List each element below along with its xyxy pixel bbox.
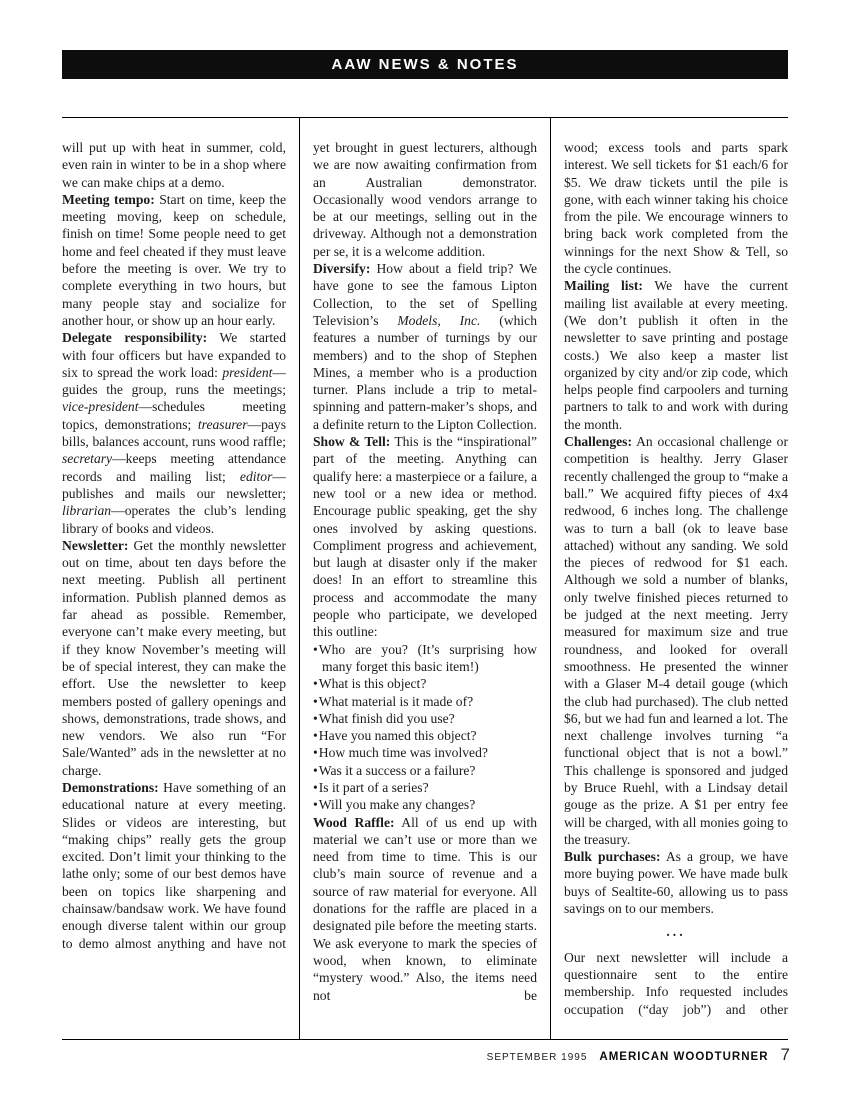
text-run: Our next newsletter will include a questionnaire sent to the entire membership. Info requested includes occupation (“day job”) and other — [564, 949, 788, 1017]
text-run-italic: Models, Inc. — [397, 312, 481, 328]
bullet-icon: • — [313, 762, 319, 778]
text-run: will put up with heat in summer, cold, even rain in winter to be in a shop where we can make chips at a demo. — [62, 140, 286, 190]
text-run: wood; excess tools and parts spark interest. We sell tickets for $1 each/6 for $5. We draw tickets until the pile is gone, with each winner taking his choice from the pile. We encourage winners to bring back work completed from the winnings for the next Show & Tell, so the cycle continues. — [564, 140, 788, 277]
text-run-italic: editor — [239, 468, 273, 484]
text-run: This is the “inspirational” part of the meeting. Anything can qualify here: a masterpiece or a failure, a new tool or a new idea or method. Encourage public speaking, get the shy ones involved by asking questions. Compliment progress and achievement, but laugh at disaster only if the maker does! In an effort to streamline this process and accommodate the many people who participate, we developed this outline: — [313, 434, 537, 640]
paragraph — [564, 949, 788, 1018]
text-run: —keeps meeting attendance records and mailing list; — [62, 451, 286, 484]
text-run: —guides the group, runs the meetings; — [62, 364, 286, 398]
bullet-icon: • — [313, 797, 319, 813]
text-run: We have the current mailing list available at every meeting. (We don’t publish it often in the newsletter to save printing and postage costs.) We also keep a master list organized by city and/or zip code, which helps people find carpoolers and turning partners to talk to and work with during the month. — [564, 278, 788, 432]
bullet-item: •Have you named this object? — [313, 728, 477, 744]
paragraph — [564, 139, 788, 277]
text-run: How about a field trip? We have gone to see the famous Lipton Collection, to the set of Spelling Television’s — [313, 261, 537, 328]
paragraph — [313, 139, 537, 260]
text-run: —operates the club’s lending library of books and videos. — [62, 503, 286, 536]
column-3 — [551, 118, 788, 1039]
text-run: yet brought in guest lecturers, although we are now awaiting confirmation from an Australian demonstrator. Occasionally wood vendors arrange to be at our meetings, selling out in the driveway. Although not a demonstration per se, it is a welcome addition. — [313, 140, 537, 259]
bullet-item: •Was it a success or a failure? — [313, 762, 476, 778]
text-run: Start on time, keep the meeting moving, keep on schedule, finish on time! Some people need to get home and feel cheated if they must leave before the meeting is over. We try to complete everything in two hours, but many people stay and socialize for another hour, or show up an hour early. — [62, 191, 286, 328]
paragraph — [62, 779, 286, 952]
text-run: (which features a number of turnings by our members) and to the shop of Stephen Mines, a member who is a production turner. Plans include a trip to metal-spinning and pattern-maker’s shops, and a definite return to the Lipton Collection. — [313, 312, 537, 432]
paragraph — [564, 848, 788, 917]
text-run-bold: Delegate responsibility: — [62, 330, 208, 346]
page-footer — [487, 1045, 790, 1065]
text-run-bold: Demonstrations: — [62, 779, 159, 795]
paragraph — [62, 329, 286, 537]
paragraph — [313, 433, 537, 641]
issue-date: SEPTEMBER 1995 — [486, 1052, 588, 1063]
text-run-italic: vice-president — [62, 399, 139, 415]
text-run: All of us end up with material we can’t use or more than we need from time to time. This is our club’s main source of revenue and a source of raw material for everyone. All donations for the raffle are placed in a designated pile before the meeting starts. We ask everyone to mark the species of wood, when known, to eliminate “mystery wood.” Also, the items need not be — [313, 814, 537, 1003]
paragraph — [62, 139, 286, 191]
text-run: —schedules meeting topics, demonstrations; — [62, 399, 286, 432]
bullet-icon: • — [313, 745, 319, 761]
text-run: An occasional challenge or competition is healthy. Jerry Glaser recently challenged the group to “make a ball.” We acquired fifty pieces of 4x4 redwood, 6 inches long. The challenge was to turn a ball (ok to leave base attached) without any sanding. We sold the pieces of redwood for $1 each. Although we sold a number of blanks, only twelve finished pieces returned to be judged at the next meeting. Jerry measured for maximum size and true roundness, and looked for overall smoothness. He presented the winner with a Glaser M-4 detail gouge (which the club had purchased). The club netted $6, but we had fun and learned a lot. The next challenge involves turning “a functional object that is not a bowl.” This challenge is sponsored and judged by Bruce Ruehl, with a Lindsay detail gouge as the prize. A $1 per entry fee will be charged, with all monies going to the treasury. — [564, 434, 788, 847]
text-run: Get the monthly newsletter out on time, about ten days before the next meeting. Publish all pertinent information. Publish planned demos as far ahead as possible. Remember, everyone can’t make every meeting, but if they know November’s meeting will be of special interest, they can make the effort. Use the newsletter to keep members posted of gallery openings and shows, demonstrations, trade shows, and new vendors. We also run “For Sale/Wanted” ads in the newsletter at no charge. — [62, 537, 286, 778]
text-run-bold: Meeting tempo: — [62, 191, 155, 207]
publication-name: AMERICAN WOODTURNER — [599, 1051, 769, 1063]
paragraph — [313, 814, 537, 1004]
text-run-bold: Challenges: — [564, 434, 632, 450]
text-run-bold: Wood Raffle: — [313, 814, 395, 830]
column-1 — [62, 118, 299, 1039]
paragraph — [564, 277, 788, 433]
bullet-icon: • — [313, 676, 319, 692]
text-run-bold: Diversify: — [313, 261, 371, 277]
bullet-icon: • — [313, 779, 319, 795]
bullet-item: •What material is it made of? — [313, 693, 474, 709]
paragraph — [62, 191, 286, 329]
page-number: 7 — [780, 1045, 790, 1064]
article-columns — [62, 117, 788, 1040]
column-2 — [299, 118, 551, 1039]
text-run: —publishes and mails our newsletter; — [62, 468, 286, 501]
bullet-item: •How much time was involved? — [313, 745, 488, 761]
text-run-italic: president — [222, 364, 273, 380]
bullet-icon: • — [313, 693, 319, 709]
text-run-italic: secretary — [62, 451, 113, 467]
bullet-item: •Will you make any changes? — [313, 797, 476, 813]
bullet-item: •Who are you? (It’s surprising how many forget this basic item!) — [313, 641, 537, 674]
section-title: AAW NEWS & NOTES — [331, 56, 519, 73]
text-run: We started with four officers but have expanded to six to spread the work load: — [62, 330, 286, 380]
bullet-item: •Is it part of a series? — [313, 779, 429, 795]
text-run: As a group, we have more buying power. We have made bulk buys of Sealtite-60, allowing us to pass savings on to our members. — [564, 849, 788, 917]
text-run-bold: Bulk purchases: — [564, 849, 661, 865]
bullet-item: •What is this object? — [313, 676, 427, 692]
text-run-bold: Show & Tell: — [313, 434, 391, 450]
bullet-icon: • — [313, 728, 319, 744]
text-run: —pays bills, balances account, runs wood raffle; — [62, 416, 286, 450]
text-run-bold: Newsletter: — [62, 537, 129, 553]
bullet-item: •What finish did you use? — [313, 710, 455, 726]
text-run-italic: librarian — [62, 503, 112, 519]
text-run-italic: treasurer — [197, 416, 248, 432]
bullet-icon: • — [313, 641, 319, 657]
section-header-bar — [62, 50, 788, 79]
paragraph — [313, 260, 537, 433]
paragraph — [564, 433, 788, 848]
paragraph — [62, 537, 286, 779]
section-separator: ... — [666, 924, 686, 940]
text-run-bold: Mailing list: — [564, 278, 643, 294]
bullet-icon: • — [313, 710, 319, 726]
text-run: Have something of an educational nature at every meeting. Slides or videos are interesting, but “making chips” really gets the group excited. Don’t limit your thinking to the lathe only; some of our best demos have been on topics like sharpening and chainsaw/bandsaw work. We have found enough diverse talent within our group to demo almost anything and have not — [62, 779, 286, 951]
